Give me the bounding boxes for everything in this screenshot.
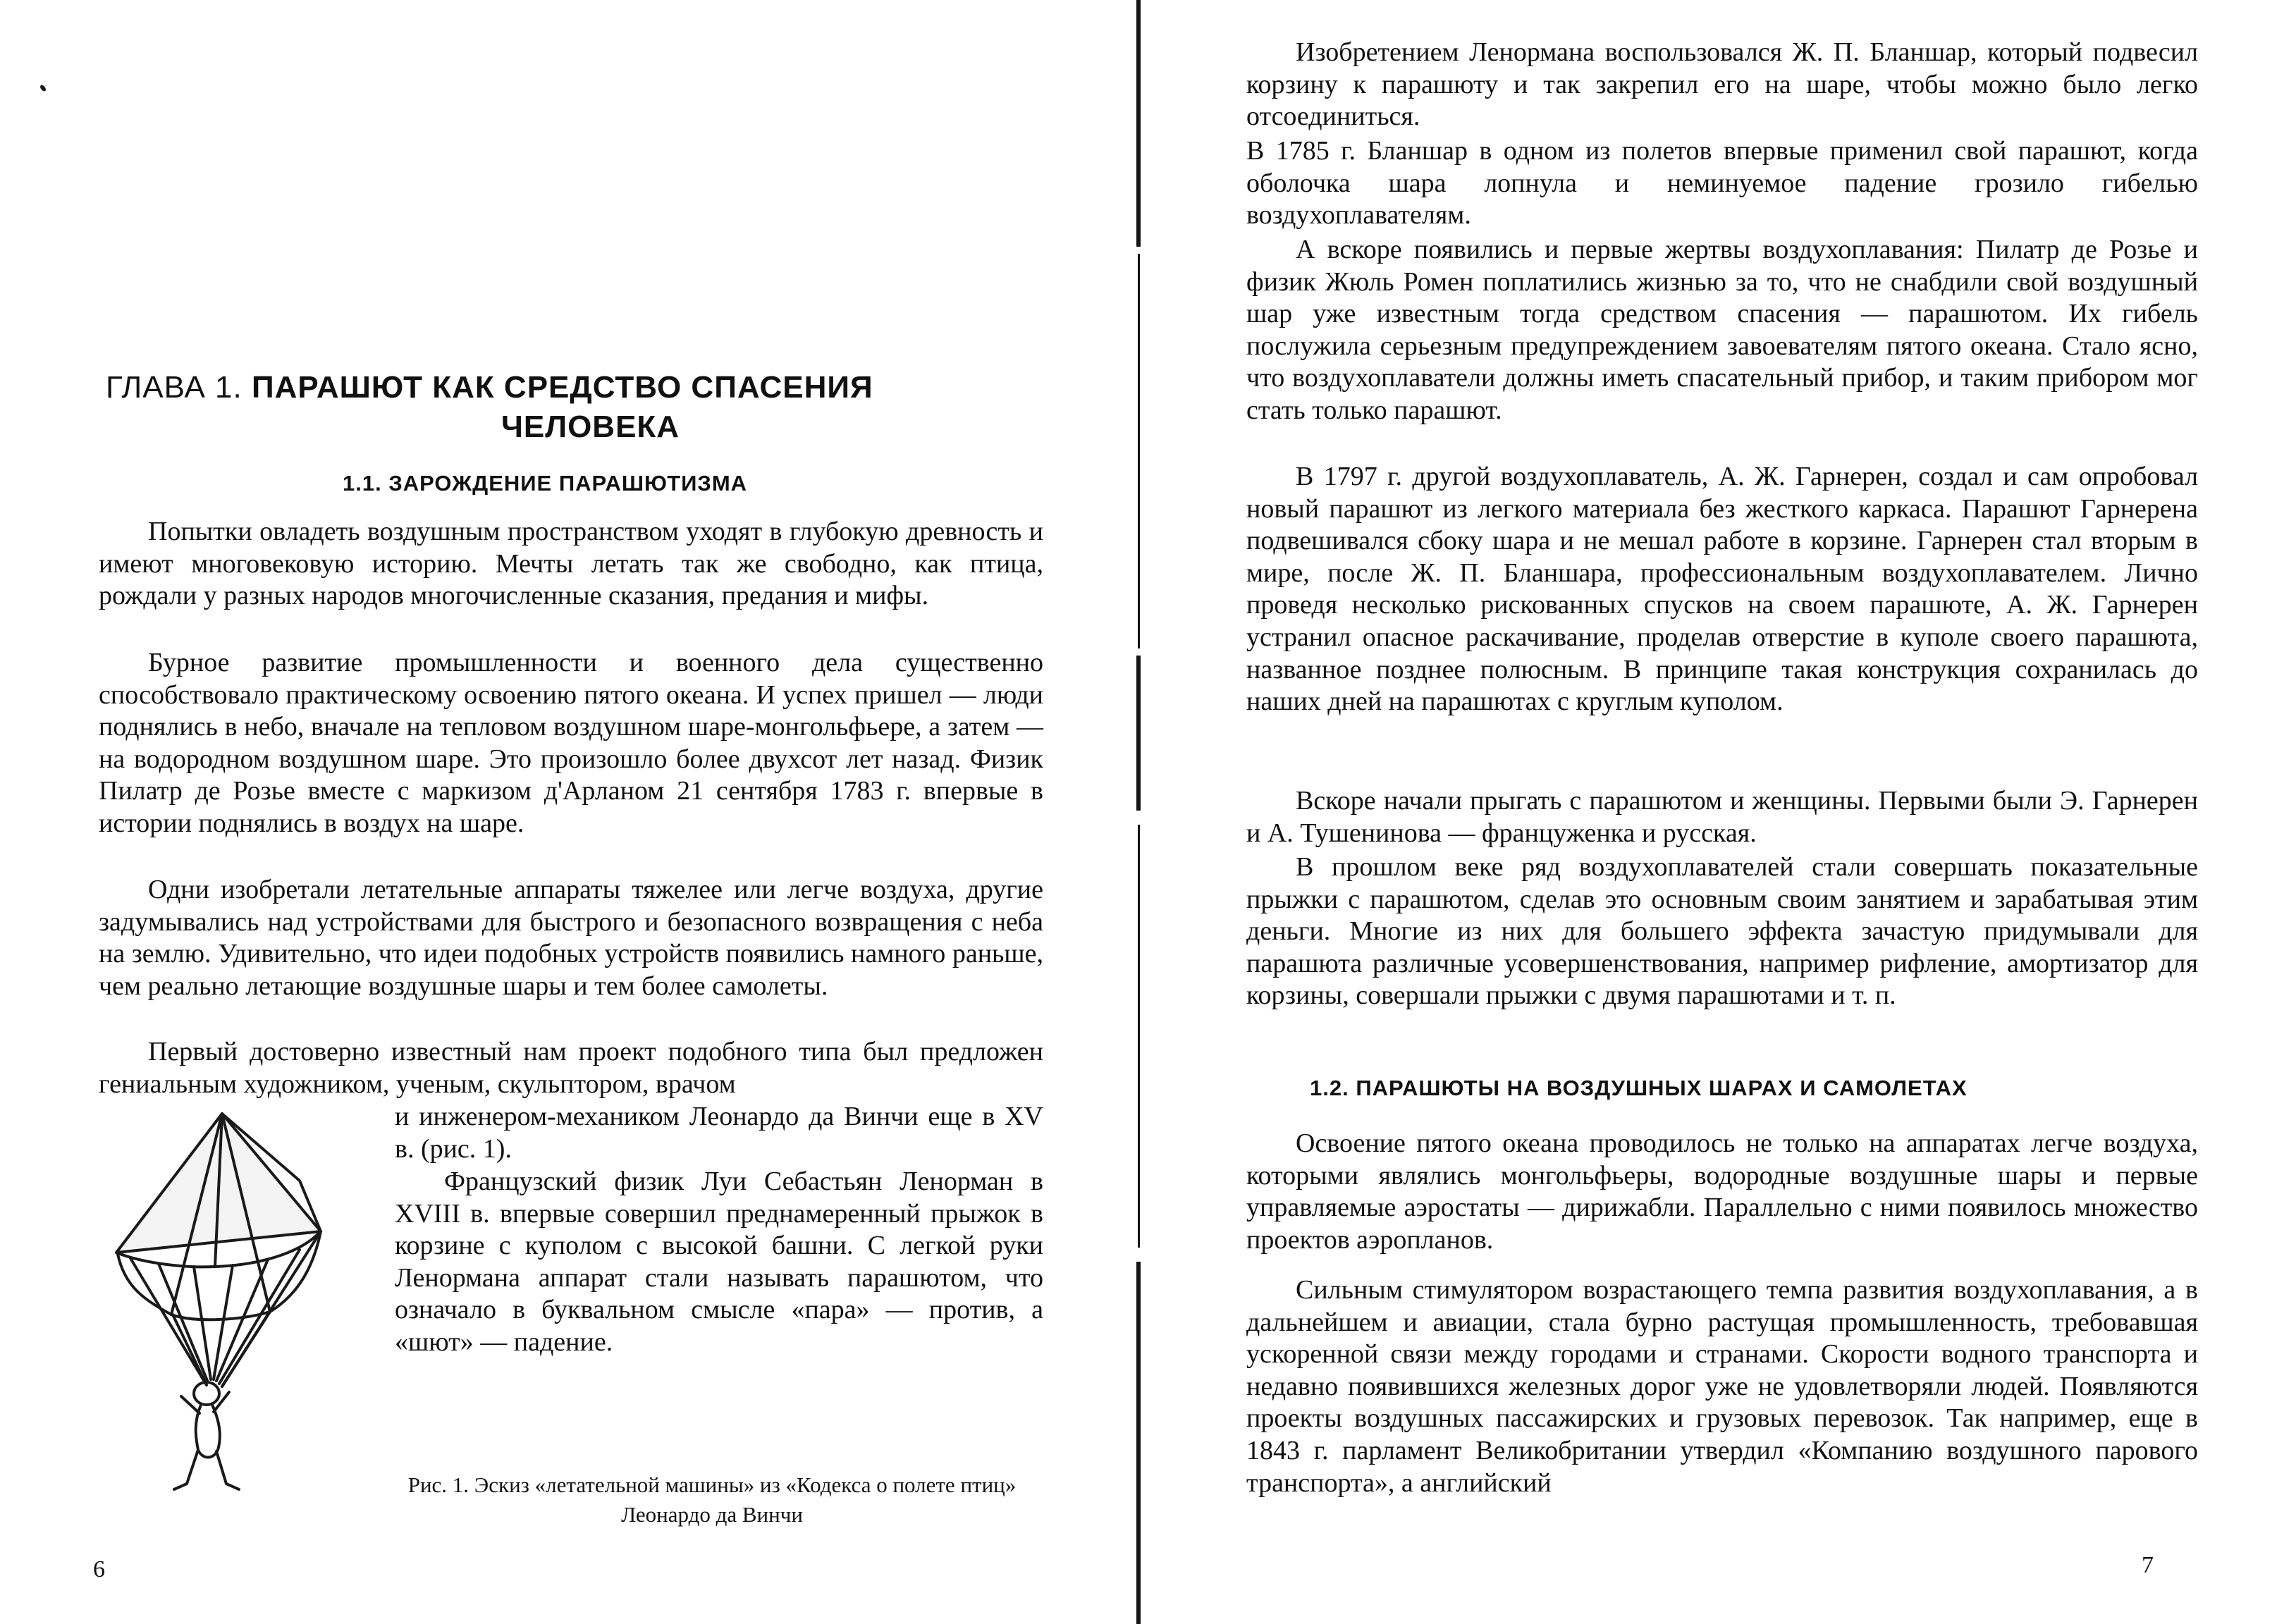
right-page bbox=[1148, 0, 2296, 1624]
gutter-shadow bbox=[1136, 656, 1141, 811]
paragraph: Вскоре начали прыгать с парашютом и женщины. Первыми были Э. Гарнерен и А. Тушенинова — француженка и русская. bbox=[1246, 786, 2198, 848]
paragraph: Одни изобретали летательные аппараты тяжелее или легче воздуха, другие задумывались над устройствами для быстрого и безопасного возвращения с неба на землю. Удивительно, что идеи подобных устройств появились намного раньше, чем реально летающие воздушные шары и тем более самолеты. bbox=[99, 875, 1043, 1001]
paragraph: Французский физик Луи Себастьян Ленорман в XVIII в. впервые совершил преднамеренный прыжок в корзине с куполом с высокой башни. С легкой руки Ленормана аппарат стали называть парашютом, что означало в буквальном смысле «пара» — против, а «шют» — падение. bbox=[395, 1167, 1043, 1357]
page-number: 7 bbox=[2142, 1552, 2154, 1578]
chapter-title bbox=[106, 368, 948, 447]
paragraph: А вскоре появились и первые жертвы воздухоплавания: Пилатр де Розье и физик Жюль Ромен поплатились жизнью за то, что не снабдили свой воздушный шар уже известным тогда средством спасения — парашютом. Их гибель послужила серьезным предупреждением завоевателям пятого океана. Стало ясно, что воздухоплаватели должны иметь спасательный прибор, и таким прибором мог стать только парашют. bbox=[1246, 235, 2198, 425]
section-heading-1-2: 1.2. ПАРАШЮТЫ НА ВОЗДУШНЫХ ШАРАХ И САМОЛЕТАХ bbox=[1310, 1076, 1967, 1100]
chapter-title-line-1 bbox=[106, 368, 948, 407]
gutter-shadow bbox=[1136, 1262, 1141, 1624]
paragraph: Освоение пятого океана проводилось не только на аппаратах легче воздуха, которыми являлись монгольфьеры, водородные воздушные шары и первые управляемые аэростаты — дирижабли. Параллельно с ними появилось множество проектов аэропланов. bbox=[1246, 1128, 2198, 1255]
section-heading-1-1: 1.1. ЗАРОЖДЕНИЕ ПАРАШЮТИЗМА bbox=[343, 471, 748, 496]
scan-speck bbox=[39, 84, 47, 92]
gutter-shadow bbox=[1138, 254, 1140, 648]
paragraph: и инженером-механиком Леонардо да Винчи еще в XV в. (рис. 1). bbox=[395, 1102, 1043, 1164]
paragraph: Бурное развитие промышленности и военного дела существенно способствовало практическому освоению пятого океана. И успех пришел — люди поднялись в небо, вначале на тепловом воздушном шаре-монгольфьере, а затем — на водородном воздушном шаре. Это произошло более двухсот лет назад. Физик Пилатр де Розье вместе с маркизом д'Арланом 21 сентября 1783 г. впервые в истории поднялись в воздух на шаре. bbox=[99, 648, 1043, 838]
paragraph: Попытки овладеть воздушным пространством уходят в глубокую древность и имеют многовековую историю. Мечты летать так же свободно, как птица, рождали у разных народов многочисленные сказания, предания и мифы. bbox=[99, 517, 1043, 611]
chapter-title-line-2: ЧЕЛОВЕКА bbox=[501, 410, 680, 444]
chapter-title-text: ПАРАШЮТ КАК СРЕДСТВО СПАСЕНИЯ bbox=[251, 370, 873, 405]
parachute-sketch-icon bbox=[88, 1103, 370, 1498]
gutter-shadow bbox=[1138, 825, 1140, 1248]
paragraph: Изобретением Ленормана воспользовался Ж. П. Бланшар, который подвесил корзину к парашюту и так закрепил его на шаре, чтобы можно было легко отсоединиться. bbox=[1246, 37, 2198, 132]
paragraph: В прошлом веке ряд воздухоплавателей стали совершать показательные прыжки с парашютом, сделав это основным своим занятием и зарабатывая этим деньги. Многие из них для большего эффекта зачастую придумывали для парашюта различные усовершенствования, например рифление, амортизатор для корзины, совершали прыжки с двумя парашютами и т. п. bbox=[1246, 852, 2198, 1011]
page-number: 6 bbox=[93, 1556, 105, 1582]
paragraph: Первый достоверно известный нам проект подобного типа был предложен гениальным художником, ученым, скульптором, врачом bbox=[99, 1037, 1043, 1099]
paragraph: В 1785 г. Бланшар в одном из полетов впервые применил свой парашют, когда оболочка шара лопнула и неминуемое падение грозило гибелью воздухоплавателям. bbox=[1246, 136, 2198, 230]
paragraph: В 1797 г. другой воздухоплаватель, А. Ж. Гарнерен, создал и сам опробовал новый парашют из легкого материала без жесткого каркаса. Парашют Гарнерена подвешивался сбоку шара и не мешал работе в корзине. Гарнерен стал вторым в мире, после Ж. П. Бланшара, профессиональным воздухоплавателем. Лично проведя несколько рискованных спусков на своем парашюте, А. Ж. Гарнерен устранил опасное раскачивание, проделав отверстие в куполе своего парашюта, названное позднее полюсным. В принципе такая конструкция сохранилась до наших дней на парашютах с круглым куполом. bbox=[1246, 462, 2198, 717]
paragraph: Сильным стимулятором возрастающего темпа развития воздухоплавания, а в дальнейшем и авиации, стала бурно растущая промышленность, требовавшая ускоренной связи между городами и странами. Скорости водного транспорта и недавно появившихся железных дорог уже не удовлетворяли людей. Появляются проекты воздушных пассажирских и грузовых перевозок. Так например, еще в 1843 г. парламент Великобритании утвердил «Компанию воздушного парового транспорта», а английский bbox=[1246, 1275, 2198, 1498]
figure-caption: Рис. 1. Эскиз «летательной машины» из «Кодекса о полете птиц» Леонардо да Винчи bbox=[407, 1472, 1017, 1527]
chapter-prefix: ГЛАВА 1. bbox=[106, 370, 243, 405]
gutter-shadow bbox=[1136, 0, 1141, 247]
